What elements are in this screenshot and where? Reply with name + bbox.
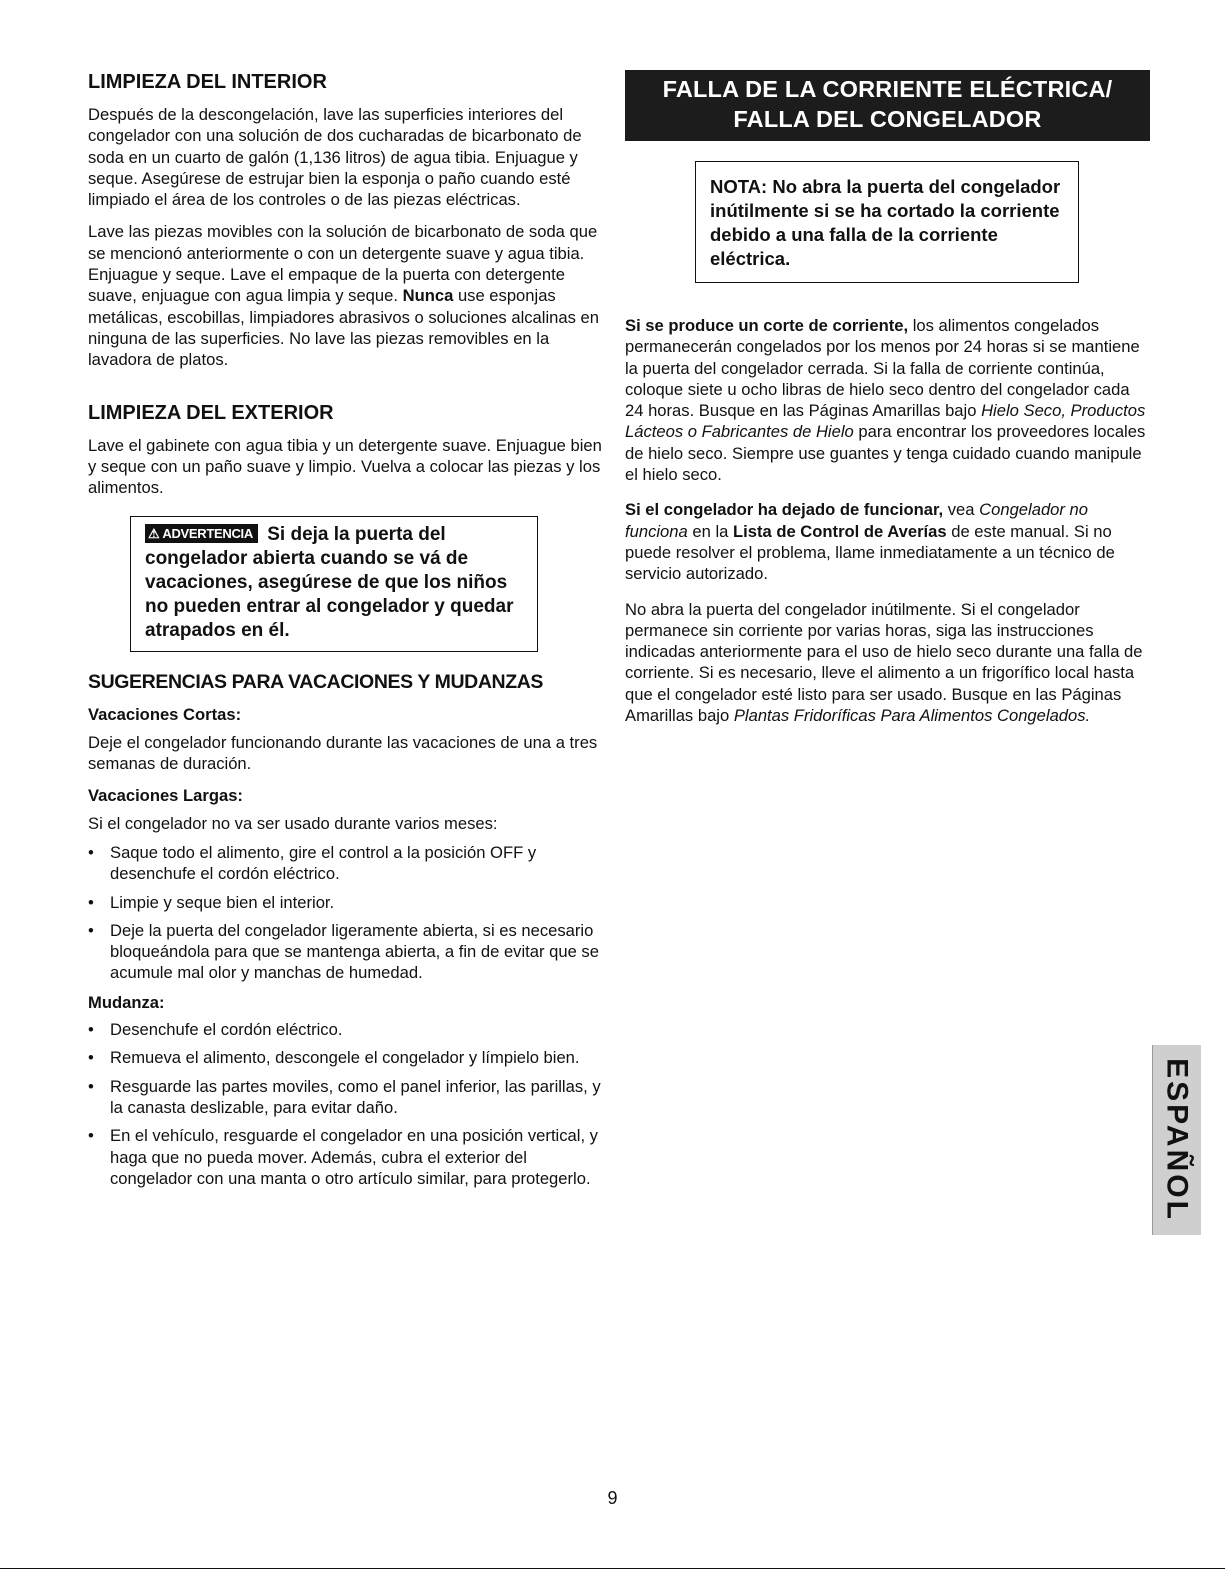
interior-p2-text-b: use esponjas metálicas, escobillas, limpiadores abrasivos o soluciones alcalinas en ninguna de las superficies. No lave las piezas removibles en la lavadora de platos.: [88, 286, 599, 370]
freezer-stopped-italic: Congelador no funciona: [625, 500, 1088, 541]
interior-p2-text-a: Lave las piezas movibles con la solución de bicarbonato de soda que se mencionó anteriormente o con un detergente suave y agua tibia. Enjuague y seque. Lave el empaque de la puerta con detergente suave, enjuague con agua limpia y seque.: [88, 222, 598, 306]
freezer-stopped-text-c: de este manual. Si no puede resolver el problema, llame inmediatamente a un técnico de servicio autorizado.: [625, 521, 1115, 584]
long-vacations-title: Vacaciones Largas:: [88, 786, 243, 806]
power-failure-banner: [625, 70, 1150, 141]
vacations-heading: SUGERENCIAS PARA VACACIONES Y MUDANZAS: [88, 671, 544, 694]
warning-badge-label: ADVERTENCIA: [162, 526, 253, 542]
warning-text: Si deja la puerta del congelador abierta cuando se vá de vacaciones, asegúrese de que los niños no pueden entrar al congelador y quedar atrapados en él.: [145, 524, 514, 642]
freezer-stopped-bold-2: Lista de Control de Averías: [732, 521, 947, 541]
short-vacations-title: Vacaciones Cortas:: [88, 705, 242, 725]
left-column: [88, 70, 603, 1197]
long-vacations-list: [88, 842, 603, 984]
power-cut-text-a: los alimentos congelados permanecerán congelados por los menos por 24 horas si se mantiene la puerta del congelador cerrada. Si la falla de corriente continúa, coloque siete u ocho libras de hielo seco dentro del congelador cada 24 horas. Busque en las Páginas Amarillas bajo: [625, 316, 1140, 421]
power-cut-bold: Si se produce un corte de corriente,: [625, 316, 909, 335]
page-bottom-rule: [0, 1568, 1225, 1569]
warning-badge: [145, 524, 258, 543]
language-side-tab: [1152, 1045, 1201, 1235]
interior-paragraph-2: [88, 221, 603, 370]
banner-line-2: FALLA DEL CONGELADOR: [733, 106, 1042, 132]
page-number: 9: [607, 1488, 618, 1508]
warning-triangle-icon: ⚠: [148, 526, 160, 542]
list-item: • En el vehículo, resguarde el congelador en una posición vertical, y haga que no pueda mover. Además, cubra el exterior del congelador con una manta o otro artículo similar, para protegerlo.: [88, 1125, 603, 1189]
interior-heading: LIMPIEZA DEL INTERIOR: [88, 71, 327, 93]
power-cut-text-b: para encontrar los proveedores locales de hielo seco. Siempre use guantes y tenga cuidado cuando manipule el hielo seco.: [625, 422, 1146, 485]
note-box: NOTA: No abra la puerta del congelador inútilmente si se ha cortado la corriente debido a una falla de la corriente eléctrica.: [695, 161, 1079, 283]
list-item: • Deje la puerta del congelador ligeramente abierta, si es necesario bloqueándola para que se mantenga abierta, a fin de evitar que se acumule mal olor y manchas de humedad.: [88, 920, 603, 984]
exterior-heading: LIMPIEZA DEL EXTERIOR: [88, 401, 334, 424]
freezer-stopped-paragraph: [625, 499, 1150, 584]
banner-line-1: FALLA DE LA CORRIENTE ELÉCTRICA/: [662, 76, 1113, 102]
list-item: • Saque todo el alimento, gire el control a la posición OFF y desenchufe el cordón eléctrico.: [88, 842, 603, 885]
power-cut-italic: Hielo Seco, Productos Lácteos o Fabricantes de Hielo: [625, 401, 1146, 442]
short-vacations-text: Deje el congelador funcionando durante las vacaciones de una a tres semanas de duración.: [88, 732, 598, 774]
no-power-italic: Plantas Fridoríficas Para Alimentos Congelados.: [733, 706, 1091, 726]
interior-paragraph-1: Después de la descongelación, lave las superficies interiores del congelador con una solución de dos cucharadas de bicarbonato de soda en un cuarto de galón (1,136 litros) de agua tibia. Enjuague y seque. Asegúrese de estrujar bien la esponja o paño cuando esté limpiado el área de los controles o de las piezas eléctricas.: [88, 105, 582, 210]
move-list: [88, 1019, 603, 1189]
list-item: • Desenchufe el cordón eléctrico.: [88, 1019, 603, 1040]
freezer-stopped-text-b: en la: [692, 521, 729, 541]
interior-p2-bold: Nunca: [402, 286, 454, 306]
warning-box: [130, 516, 538, 652]
list-item: • Limpie y seque bien el interior.: [88, 892, 603, 913]
exterior-paragraph: Lave el gabinete con agua tibia y un detergente suave. Enjuague bien y seque con un paño suave y limpio. Vuelva a colocar las piezas y los alimentos.: [88, 435, 602, 498]
long-vacations-intro: Si el congelador no va ser usado durante varios meses:: [88, 813, 498, 833]
list-item: • Remueva el alimento, descongele el congelador y límpielo bien.: [88, 1047, 603, 1068]
right-column: [625, 70, 1150, 740]
list-item: • Resguarde las partes moviles, como el panel inferior, las parillas, y la canasta deslizable, para evitar daño.: [88, 1076, 603, 1119]
power-cut-paragraph: [625, 315, 1150, 485]
language-tab-label: ESPAÑOL: [1160, 1058, 1194, 1222]
freezer-stopped-bold: Si el congelador ha dejado de funcionar,: [625, 500, 944, 520]
no-power-text: No abra la puerta del congelador inútilmente. Si el congelador permanece sin corriente por varias horas, siga las instrucciones indicadas anteriormente para el uso de hielo seco durante una falla de corriente. Si es necesario, lleve el alimento a un frigorífico local hasta que el congelador esté listo para ser usado. Busque en las Páginas Amarillas bajo: [625, 599, 1143, 726]
freezer-stopped-text-a: vea: [947, 500, 975, 520]
move-title: Mudanza:: [88, 992, 165, 1012]
no-power-paragraph: [625, 599, 1150, 727]
